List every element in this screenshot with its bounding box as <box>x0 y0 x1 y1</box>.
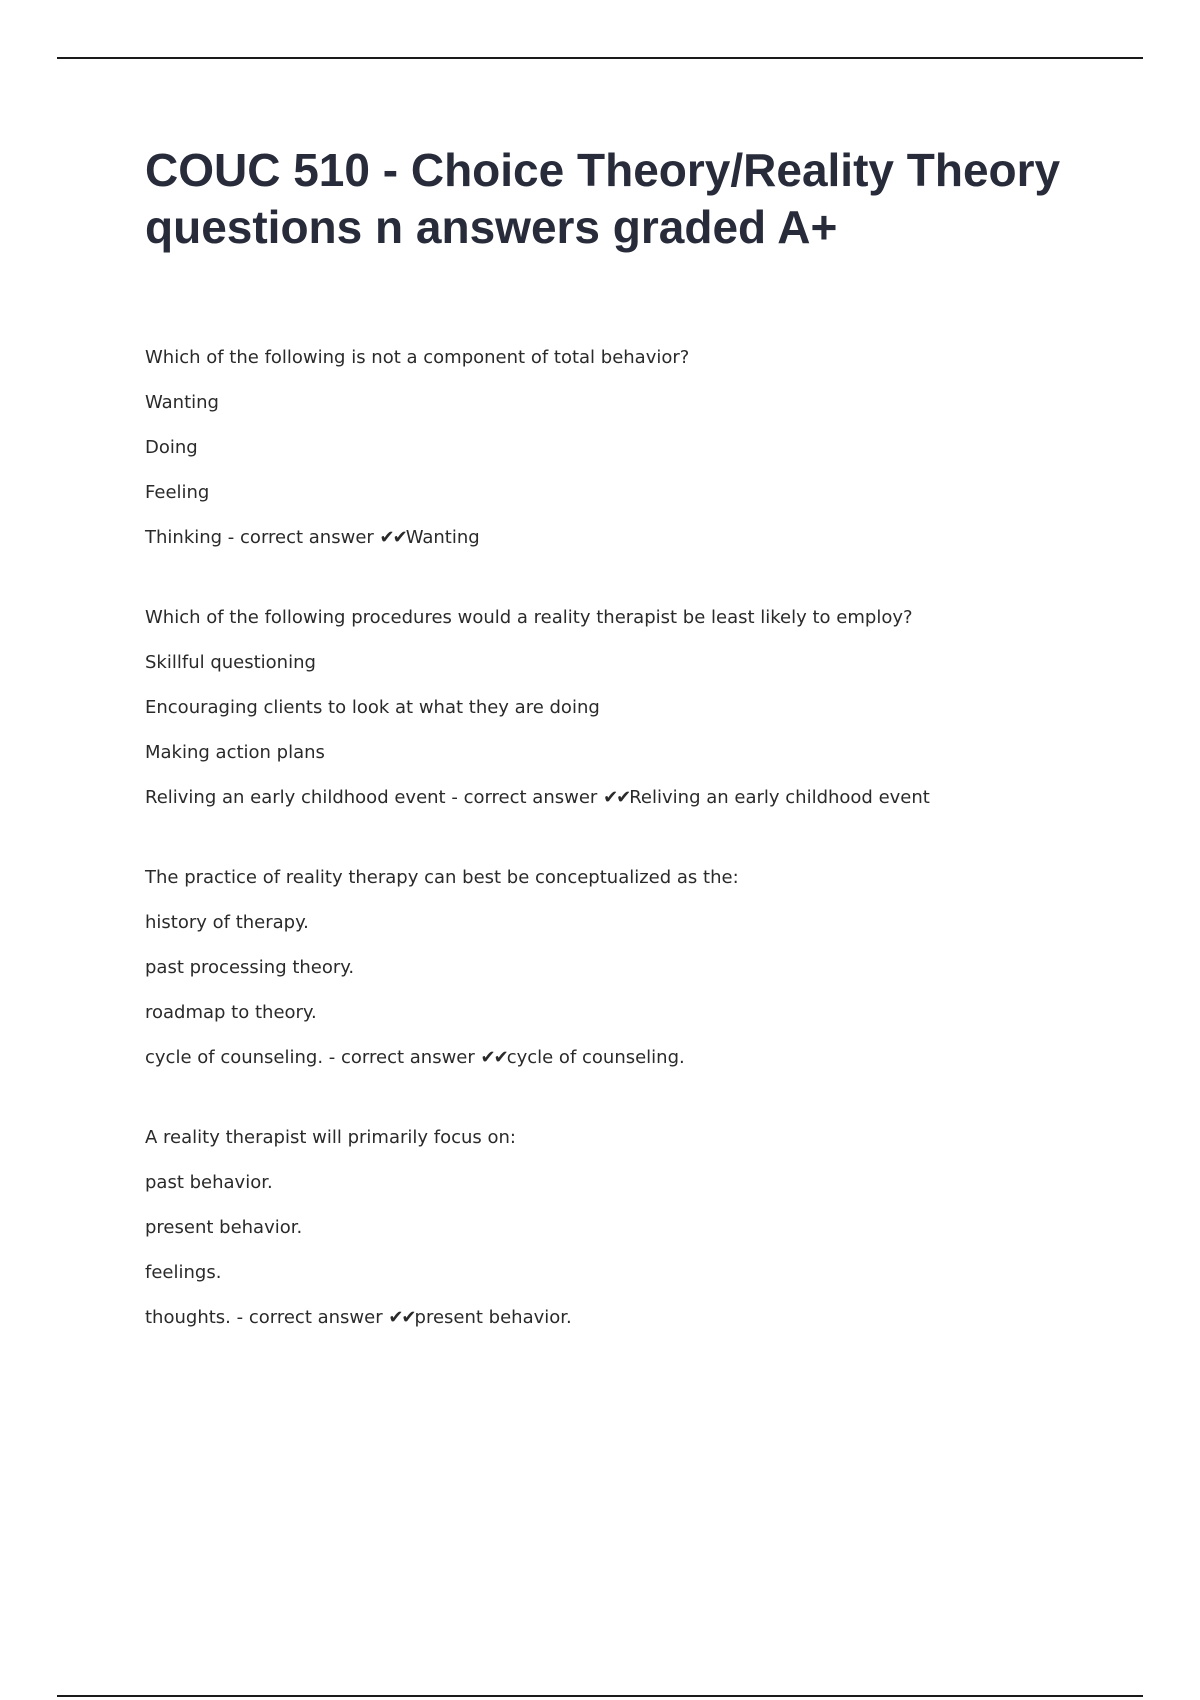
answer-option: past behavior. <box>145 1172 273 1193</box>
question-block <box>145 1126 1105 1330</box>
question-text: Which of the following is not a component of total behavior? <box>145 347 690 368</box>
answer-option: Reliving an early childhood event <box>145 787 446 808</box>
correct-answer: cycle of counseling. <box>506 1047 685 1068</box>
answer-option: Making action plans <box>145 742 325 763</box>
document-title: COUC 510 - Choice Theory/Reality Theory questions n answers graded A+ <box>145 144 1061 253</box>
question-list <box>145 346 1105 1386</box>
answer-option: Doing <box>145 437 198 458</box>
answer-option: Skillful questioning <box>145 652 316 673</box>
question-text: The practice of reality therapy can best be conceptualized as the: <box>145 867 739 888</box>
correct-answer-label: correct answer <box>248 1307 383 1328</box>
correct-answer-label: correct answer <box>240 527 374 548</box>
answer-option: past processing theory. <box>145 957 355 978</box>
correct-answer: Wanting <box>405 527 480 548</box>
answer-line: cycle of counseling. - correct answer ✔✔cycle of counseling. <box>145 1047 685 1068</box>
answer-option: thoughts. <box>145 1307 231 1328</box>
answer-option: roadmap to theory. <box>145 1002 317 1023</box>
check-icon: ✔✔ <box>480 1047 507 1068</box>
correct-answer-label: correct answer <box>463 787 598 808</box>
question-block <box>145 606 1105 810</box>
correct-answer: present behavior. <box>414 1307 572 1328</box>
question-text: A reality therapist will primarily focus on: <box>145 1127 516 1148</box>
answer-option: present behavior. <box>145 1217 303 1238</box>
answer-line: Thinking - correct answer ✔✔Wanting <box>145 527 480 548</box>
answer-option: feelings. <box>145 1262 222 1283</box>
question-block <box>145 346 1105 550</box>
check-icon: ✔✔ <box>603 787 630 808</box>
footer-rule <box>57 1695 1143 1697</box>
correct-answer-label: correct answer <box>341 1047 475 1068</box>
answer-line: thoughts. - correct answer ✔✔present behavior. <box>145 1307 572 1328</box>
answer-option: Feeling <box>145 482 210 503</box>
answer-option: Wanting <box>145 392 219 413</box>
answer-option: Thinking <box>145 527 223 548</box>
question-text: Which of the following procedures would a reality therapist be least likely to employ? <box>145 607 913 628</box>
header-rule <box>57 57 1143 59</box>
answer-line: Reliving an early childhood event - correct answer ✔✔Reliving an early childhood event <box>145 787 930 808</box>
answer-option: cycle of counseling. <box>145 1047 324 1068</box>
answer-option: Encouraging clients to look at what they are doing <box>145 697 600 718</box>
check-icon: ✔✔ <box>388 1307 415 1328</box>
question-block <box>145 866 1105 1070</box>
check-icon: ✔✔ <box>379 527 406 548</box>
correct-answer: Reliving an early childhood event <box>629 787 930 808</box>
answer-option: history of therapy. <box>145 912 309 933</box>
